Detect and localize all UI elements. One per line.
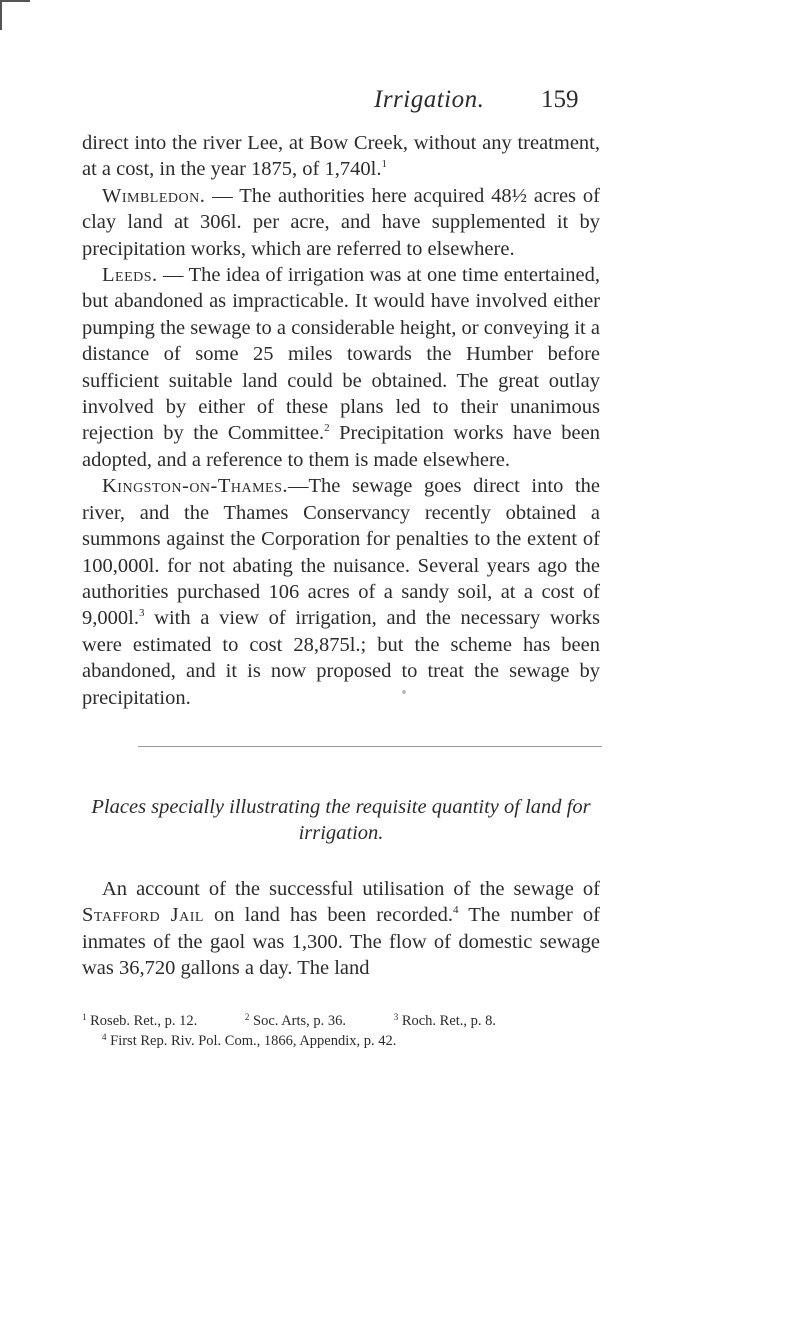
stafford-jail: Stafford Jail	[82, 904, 204, 927]
footnote-3: $^3$ Roch. Ret., p. 8.	[393, 1012, 497, 1029]
section-heading: Places specially illustrating the requisite quantity of land for irrigation.	[91, 796, 591, 845]
paragraph-kingston: Kingston-on-Thames.—The sewage goes direct into the river, and the Thames Conservancy recently obtained a summons against the Corporation for penalties to the extent of 100,000l. for not abating the nuisance. Several years ago the authorities purchased 106 acres of a sandy soil, at a cost of 9,000l.$^3$ with a view of irrigation, and the necessary works were estimated to cost 28,875l.; but the scheme has been abandoned, and it is now proposed to treat the sewage by precipitation.	[82, 475, 600, 709]
page-corner-rule-horizontal	[0, 0, 30, 2]
running-title: Irrigation.	[374, 86, 485, 113]
page-number: 159	[541, 86, 579, 113]
footnote-1: $^1$ Roseb. Ret., p. 12.	[82, 1012, 198, 1029]
page-corner-rule-vertical	[0, 0, 2, 30]
wimbledon-heading: Wimbledon.	[102, 184, 206, 207]
printing-speck	[402, 690, 406, 694]
footnote-ref-4: 4	[453, 904, 459, 917]
section-divider	[138, 746, 602, 747]
paragraph-leeds: Leeds. — The idea of irrigation was at one time entertained, but abandoned as impracticable. It would have involved either pumping the sewage to a considerable height, or conveying it a distance of some 25 miles towards the Humber before sufficient suitable land could be obtained. The great outlay involved by either of these plans led to their unanimous rejection by the Committee.$^2$ Precipitation works have been adopted, and a reference to them is made elsewhere.	[82, 264, 600, 471]
paragraph-wimbledon: Wimbledon. — The authorities here acquired 48½ acres of clay land at 306l. per acre, and have supplemented it by precipitation works, which are referred to elsewhere.	[82, 184, 600, 260]
footnote-4: $^4$ First Rep. Riv. Pol. Com., 1866, Appendix, p. 42.	[102, 1032, 397, 1049]
footnote-2: $^2$ Soc. Arts, p. 36.	[244, 1012, 347, 1029]
footnote-ref-2: 2	[324, 422, 330, 435]
section-body	[82, 876, 600, 982]
paragraph-bow-creek: direct into the river Lee, at Bow Creek, without any treatment, at a cost, in the year 1875, of 1,740l.$^1$	[82, 132, 600, 181]
paragraph-stafford: An account of the successful utilisation of the sewage of Stafford Jail on land has been recorded.$^4$ The number of inmates of the gaol was 1,300. The flow of domestic sewage was 36,720 gallons a day. The land	[82, 878, 601, 980]
body-text	[82, 130, 600, 711]
footnote-row	[82, 1011, 600, 1031]
footnote-ref-3: 3	[138, 607, 145, 620]
kingston-heading: Kingston-on-Thames.	[102, 475, 289, 498]
leeds-heading: Leeds.	[102, 264, 158, 287]
footnotes	[82, 1011, 600, 1051]
footnote-ref-1: 1	[381, 158, 387, 171]
page-header	[0, 86, 800, 116]
